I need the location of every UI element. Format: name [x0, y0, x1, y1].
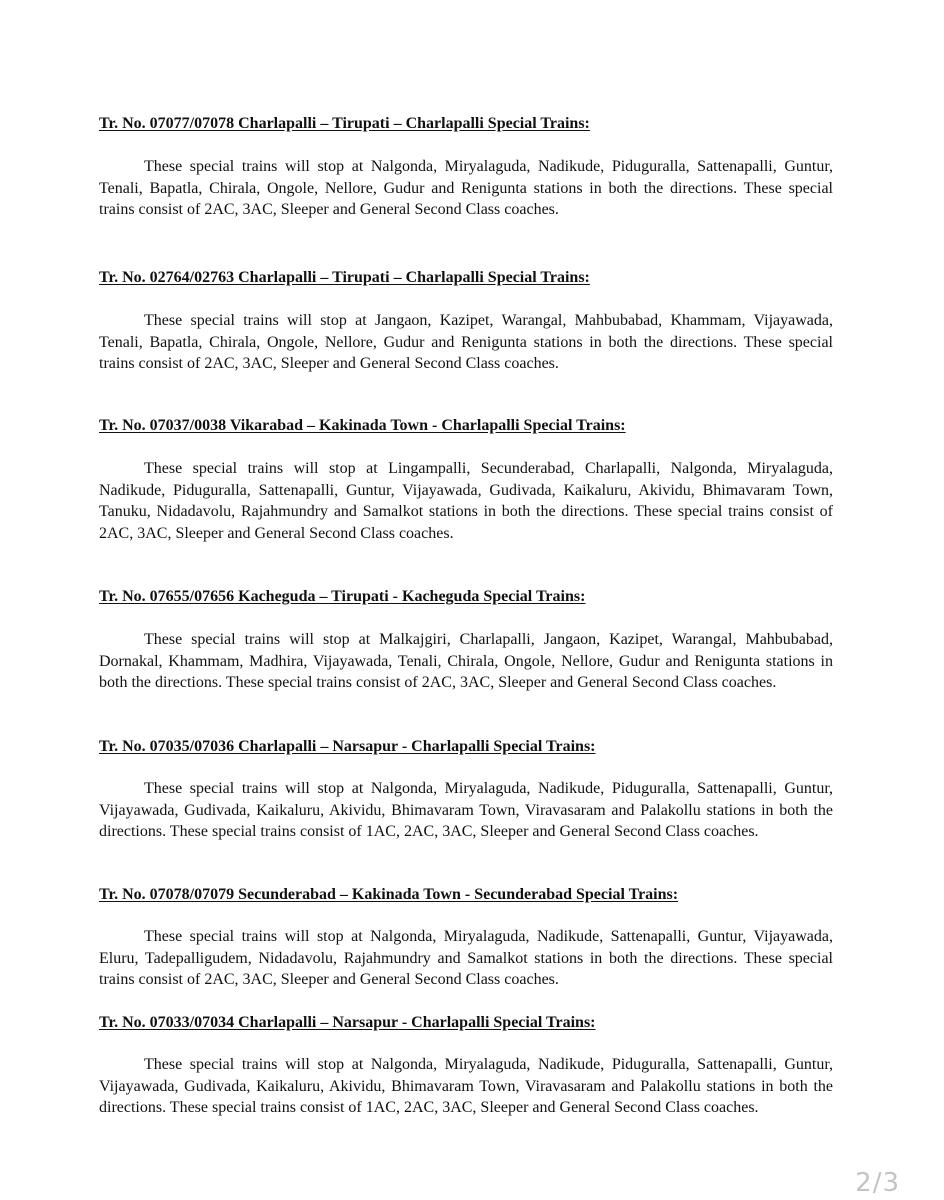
section-body-4: These special trains will stop at Malkajgiri, Charlapalli, Jangaon, Kazipet, Warangal, Mahbubabad, Dornakal, Khammam, Madhira, Vijayawada, Tenali, Chirala, Ongole, Nellore, Gudur and Renigunta stations in both the directions. These special trains consist of 2AC, 3AC, Sleeper and General Second Class coaches.	[99, 631, 833, 692]
section-heading-4: Tr. No. 07655/07656 Kacheguda – Tirupati - Kacheguda Special Trains:	[99, 588, 586, 605]
section-heading-5: Tr. No. 07035/07036 Charlapalli – Narsapur - Charlapalli Special Trains:	[99, 738, 596, 755]
section-body-3: These special trains will stop at Lingampalli, Secunderabad, Charlapalli, Nalgonda, Miryalaguda, Nadikude, Piduguralla, Sattenapalli, Guntur, Vijayawada, Gudivada, Kaikaluru, Akividu, Bhimavaram Town, Tanuku, Nidadavolu, Rajahmundry and Samalkot stations in both the directions. These special trains consist of 2AC, 3AC, Sleeper and General Second Class coaches.	[99, 460, 833, 542]
section-heading-1: Tr. No. 07077/07078 Charlapalli – Tirupati – Charlapalli Special Trains:	[99, 115, 590, 132]
section-heading-3: Tr. No. 07037/0038 Vikarabad – Kakinada Town - Charlapalli Special Trains:	[99, 417, 626, 434]
section-heading-7: Tr. No. 07033/07034 Charlapalli – Narsapur - Charlapalli Special Trains:	[99, 1014, 596, 1031]
section-heading-6: Tr. No. 07078/07079 Secunderabad – Kakinada Town - Secunderabad Special Trains:	[99, 886, 679, 903]
section-body-1: These special trains will stop at Nalgonda, Miryalaguda, Nadikude, Piduguralla, Sattenapalli, Guntur, Tenali, Bapatla, Chirala, Ongole, Nellore, Gudur and Renigunta stations in both the directions. These special trains consist of 2AC, 3AC, Sleeper and General Second Class coaches.	[99, 158, 833, 219]
section-body-7: These special trains will stop at Nalgonda, Miryalaguda, Nadikude, Piduguralla, Sattenapalli, Guntur, Vijayawada, Gudivada, Kaikaluru, Akividu, Bhimavaram Town, Viravasaram and Palakollu stations in both the directions. These special trains consist of 1AC, 2AC, 3AC, Sleeper and General Second Class coaches.	[99, 1056, 833, 1117]
section-heading-2: Tr. No. 02764/02763 Charlapalli – Tirupati – Charlapalli Special Trains:	[99, 269, 590, 286]
section-body-5: These special trains will stop at Nalgonda, Miryalaguda, Nadikude, Piduguralla, Sattenapalli, Guntur, Vijayawada, Gudivada, Kaikaluru, Akividu, Bhimavaram Town, Viravasaram and Palakollu stations in both the directions. These special trains consist of 1AC, 2AC, 3AC, Sleeper and General Second Class coaches.	[99, 780, 833, 841]
section-body-6: These special trains will stop at Nalgonda, Miryalaguda, Nadikude, Sattenapalli, Guntur, Vijayawada, Eluru, Tadepalligudem, Nidadavolu, Rajahmundry and Samalkot stations in both the directions. These special trains consist of 2AC, 3AC, Sleeper and General Second Class coaches.	[99, 928, 833, 989]
section-body-2: These special trains will stop at Jangaon, Kazipet, Warangal, Mahbubabad, Khammam, Vijayawada, Tenali, Bapatla, Chirala, Ongole, Nellore, Gudur and Renigunta stations in both the directions. These special trains consist of 2AC, 3AC, Sleeper and General Second Class coaches.	[99, 312, 833, 373]
page-number: 2/3	[855, 1168, 900, 1198]
